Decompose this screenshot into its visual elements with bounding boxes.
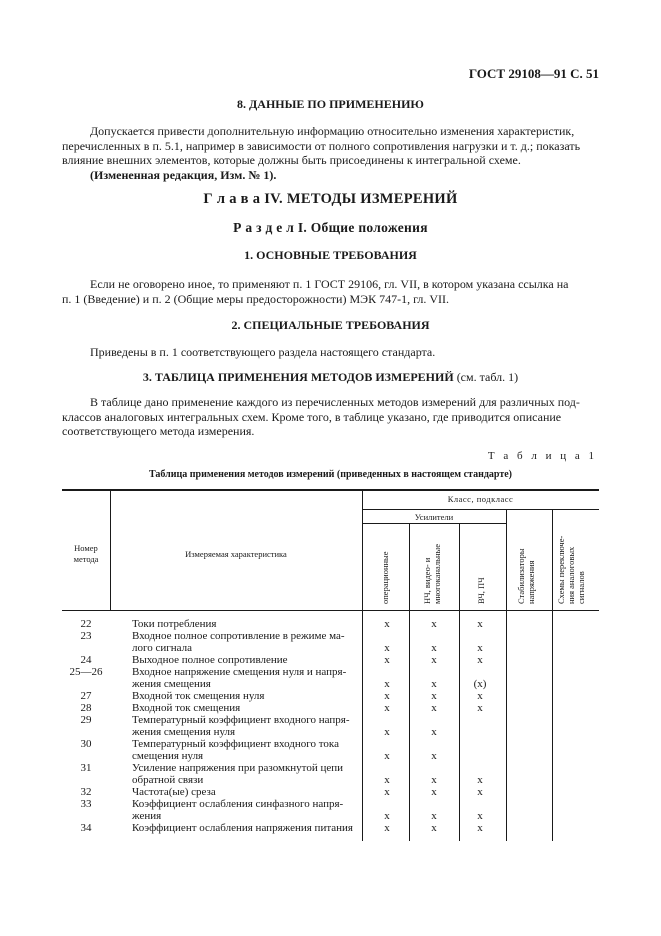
cell-operational: x	[384, 690, 390, 702]
row-characteristic: смещения нуля	[132, 750, 204, 762]
row-characteristic: Температурный коэффициент входного напря-	[132, 714, 350, 726]
table-title: Таблица применения методов измерений (приведенных в настоящем стандарте)	[148, 469, 513, 480]
cell-lf-video: x	[431, 774, 437, 786]
row-characteristic: Частота(ые) среза	[132, 786, 216, 798]
table-row	[62, 786, 599, 798]
table-row	[62, 654, 599, 666]
header-lf-video: НЧ, видео- и многоканальные	[422, 543, 442, 604]
row-number: 27	[80, 690, 92, 702]
header-class: Класс, подкласс	[447, 494, 514, 504]
row-number: 23	[80, 630, 92, 642]
cell-hf: x	[477, 702, 483, 714]
header-switching: Схемы переключе- ния аналоговых сигналов	[556, 535, 586, 604]
header-operational: операционные	[380, 551, 390, 604]
table-row	[62, 810, 599, 822]
table-row	[62, 678, 599, 690]
sub3-line-1: В таблице дано применение каждого из перечисленных методов измерений для различных под-	[90, 395, 580, 409]
header-number-line-1: Номер	[74, 543, 98, 553]
cell-lf-video: x	[431, 786, 437, 798]
table-label: Т а б л и ц а 1	[487, 450, 597, 462]
cell-lf-video: x	[431, 690, 437, 702]
page-header: ГОСТ 29108—91 С. 51	[468, 66, 599, 81]
row-characteristic: Коэффициент ослабления синфазного напря-	[132, 798, 344, 810]
table-row	[62, 618, 599, 630]
sub3-paragraph	[62, 395, 599, 439]
row-characteristic: Токи потребления	[132, 618, 217, 630]
cell-operational: x	[384, 726, 390, 738]
sub3-title-ref: (см. табл. 1)	[456, 370, 519, 384]
section-8-line-1: Допускается привести дополнительную информацию относительно изменения характеристик,	[90, 124, 575, 138]
table-row	[62, 702, 599, 714]
row-number: 30	[80, 738, 92, 750]
row-characteristic: жения	[132, 810, 162, 822]
section-8-line-2: перечисленных в п. 5.1, например в зависимости от полного сопротивления нагрузки и т. д.; показать	[62, 138, 581, 153]
table-row	[62, 762, 599, 774]
revision-note: (Измененная редакция, Изм. № 1).	[90, 167, 277, 182]
row-characteristic: лого сигнала	[132, 642, 192, 654]
table-row	[62, 714, 599, 726]
sub1-line-2: п. 1 (Введение) и п. 2 (Общие меры предосторожности) МЭК 747-1, гл. VII.	[62, 291, 450, 306]
cell-operational: x	[384, 654, 390, 666]
row-characteristic: Входное полное сопротивление в режиме ма-	[132, 630, 345, 642]
row-number: 34	[80, 822, 92, 834]
cell-lf-video: x	[431, 642, 437, 654]
row-characteristic: Выходное полное сопротивление	[132, 654, 288, 666]
row-number: 29	[80, 714, 92, 726]
cell-hf: x	[477, 810, 483, 822]
row-number: 24	[80, 654, 92, 666]
header-hf: ВЧ, ПЧ	[476, 577, 486, 604]
header-number-line-2: метода	[73, 554, 99, 564]
row-number: 28	[80, 702, 92, 714]
cell-lf-video: x	[431, 618, 437, 630]
row-characteristic: Коэффициент ослабления напряжения питания	[132, 822, 353, 834]
cell-operational: x	[384, 822, 390, 834]
cell-hf: x	[477, 822, 483, 834]
cell-lf-video: x	[431, 750, 437, 762]
sub2-title: 2. СПЕЦИАЛЬНЫЕ ТРЕБОВАНИЯ	[231, 318, 430, 332]
sub3-line-2: классов аналоговых интегральных схем. Кроме того, в таблице указано, где приводится описание	[62, 409, 562, 424]
cell-lf-video: x	[431, 702, 437, 714]
class-divider	[362, 509, 599, 510]
row-characteristic: жения смещения	[132, 678, 211, 690]
table-row	[62, 798, 599, 810]
cell-operational: x	[384, 810, 390, 822]
table-row	[62, 774, 599, 786]
cell-hf: x	[477, 690, 483, 702]
header-characteristic: Измеряемая характеристика	[185, 549, 287, 559]
row-number: 31	[80, 762, 92, 774]
section-8-paragraph	[62, 124, 599, 182]
row-number: 25—26	[69, 666, 103, 678]
header-amplifiers: Усилители	[414, 512, 454, 522]
cell-operational: x	[384, 786, 390, 798]
row-characteristic: обратной связи	[132, 774, 204, 786]
cell-lf-video: x	[431, 678, 437, 690]
cell-operational: x	[384, 702, 390, 714]
cell-lf-video: x	[431, 654, 437, 666]
cell-operational: x	[384, 618, 390, 630]
row-characteristic: Температурный коэффициент входного тока	[132, 738, 339, 750]
header-number	[62, 543, 110, 565]
cell-hf: x	[477, 642, 483, 654]
sub1-title: 1. ОСНОВНЫЕ ТРЕБОВАНИЯ	[244, 248, 417, 262]
table-row	[62, 690, 599, 702]
row-characteristic: Входной ток смещения	[132, 702, 241, 714]
cell-hf: x	[477, 654, 483, 666]
cell-lf-video: x	[431, 726, 437, 738]
cell-operational: x	[384, 750, 390, 762]
row-characteristic: Усиление напряжения при разомкнутой цепи	[132, 762, 344, 774]
table-row	[62, 642, 599, 654]
table-row	[62, 666, 599, 678]
row-characteristic: Входной ток смещения нуля	[132, 690, 265, 702]
cell-lf-video: x	[431, 810, 437, 822]
table-row	[62, 726, 599, 738]
sub2-line-1: Приведены в п. 1 соответствующего раздела настоящего стандарта.	[90, 345, 436, 359]
header-stabilizers: Стабилизаторы напряжения	[516, 548, 536, 604]
table-row	[62, 750, 599, 762]
row-number: 22	[80, 618, 92, 630]
chapter-title: Г л а в а IV. МЕТОДЫ ИЗМЕРЕНИЙ	[203, 191, 458, 207]
table-top-border	[62, 489, 599, 491]
table-row	[62, 738, 599, 750]
cell-hf: x	[477, 786, 483, 798]
cell-operational: x	[384, 642, 390, 654]
sub3-title: 3. ТАБЛИЦА ПРИМЕНЕНИЯ МЕТОДОВ ИЗМЕРЕНИЙ	[142, 370, 454, 384]
sub3-line-3: соответствующего метода измерения.	[62, 424, 255, 438]
table-row	[62, 822, 599, 834]
sub1-paragraph	[62, 277, 599, 306]
cell-hf: (x)	[473, 678, 487, 690]
cell-hf: x	[477, 618, 483, 630]
cell-operational: x	[384, 678, 390, 690]
amps-divider	[362, 523, 506, 524]
section-8-title: 8. ДАННЫЕ ПО ПРИМЕНЕНИЮ	[237, 97, 424, 111]
sub2-paragraph	[62, 345, 599, 360]
table-row	[62, 630, 599, 642]
cell-lf-video: x	[431, 822, 437, 834]
section-title: Р а з д е л I. Общие положения	[233, 220, 428, 235]
cell-hf: x	[477, 774, 483, 786]
sub1-line-1: Если не оговорено иное, то применяют п. 1 ГОСТ 29106, гл. VII, в котором указана ссылка на	[90, 277, 569, 291]
row-characteristic: жения смещения нуля	[132, 726, 236, 738]
table-header-bottom	[62, 610, 599, 611]
row-characteristic: Входное напряжение смещения нуля и напря-	[132, 666, 347, 678]
row-number: 32	[80, 786, 92, 798]
row-number: 33	[80, 798, 92, 810]
cell-operational: x	[384, 774, 390, 786]
sub3-title-line	[62, 370, 599, 385]
section-8-line-3: влияние внешних элементов, которые должны быть присоединены к интегральной схеме.	[62, 153, 521, 167]
